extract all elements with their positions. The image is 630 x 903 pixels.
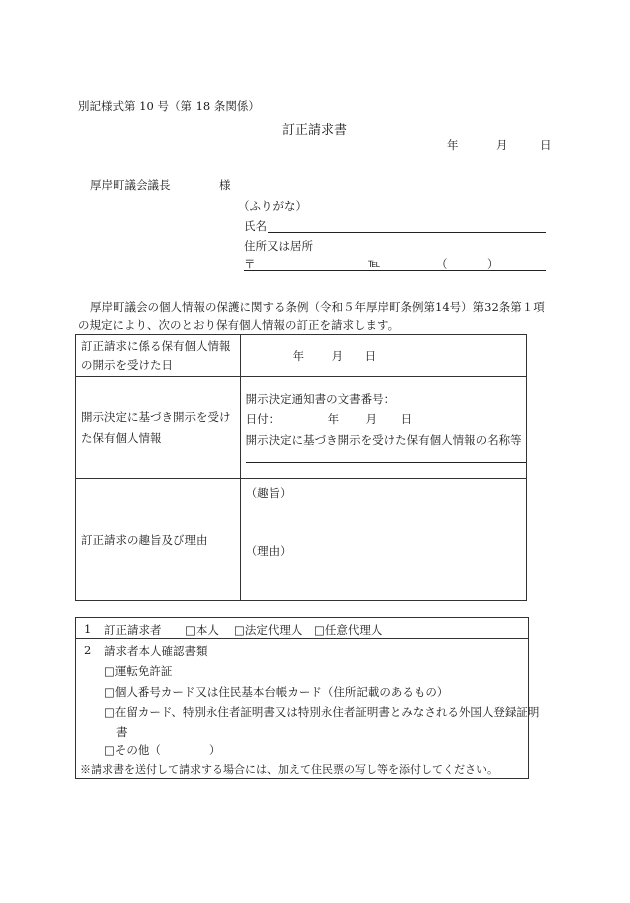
address-field-line[interactable]: [244, 270, 546, 271]
item1-number: 1: [84, 622, 92, 636]
row1-label-cell: [76, 335, 241, 377]
form-reference: 別記様式第 10 号（第 18 条関係）: [78, 99, 260, 113]
row2-month: 月: [365, 412, 378, 426]
table-row: [76, 335, 527, 377]
row1-year: 年: [292, 349, 305, 363]
option-self-checkbox[interactable]: □本人: [185, 623, 219, 637]
request-table: [75, 334, 527, 601]
doc-other-checkbox[interactable]: □その他（: [104, 743, 161, 757]
tel-mark: ℡: [368, 256, 381, 270]
addressee-honorific: 様: [219, 178, 231, 192]
addressee-name: 厚岸町議会議長: [90, 178, 171, 192]
option-legal-rep-checkbox[interactable]: □法定代理人: [234, 623, 303, 637]
row3-label-cell: [76, 479, 241, 601]
date-day-label: 日: [540, 138, 552, 152]
row2-info-name-line[interactable]: [246, 462, 526, 463]
mail-request-note: ※請求書を送付して請求する場合には、加えて住民票の写し等を添付してください。: [80, 763, 498, 776]
address-label: 住所又は居所: [244, 239, 313, 253]
table-row: [76, 479, 527, 601]
item2-number: 2: [84, 643, 92, 657]
row2-label-line-2: た保有個人情報: [81, 430, 162, 445]
row2-details-cell[interactable]: [240, 377, 526, 479]
row2-date-label: 日付：: [245, 412, 281, 426]
row2-info-name-label: 開示決定に基づき開示を受けた保有個人情報の名称等: [245, 433, 522, 447]
doc-drivers-license-checkbox[interactable]: □運転免許証: [104, 664, 173, 678]
requester-type-row: [76, 618, 528, 639]
row2-label-line-1: 開示決定に基づき開示を受け: [81, 409, 231, 424]
row2-year: 年: [327, 412, 340, 426]
requester-info-box: [75, 617, 540, 779]
intro-line-1: 厚岸町議会の個人情報の保護に関する条例（令和５年厚岸町条例第14号）第32条第１項: [90, 300, 545, 314]
furigana-label: （ふりがな）: [238, 199, 307, 213]
row1-label-line-1: 訂正請求に係る保有個人情報: [81, 338, 231, 353]
tel-open-paren: （: [436, 257, 448, 271]
row1-month: 月: [331, 349, 344, 363]
name-label: 氏名: [244, 219, 267, 233]
row2-day: 日: [400, 412, 413, 426]
item1-label: 訂正請求者: [104, 623, 162, 637]
doc-other-close-paren: ）: [209, 743, 221, 757]
page-title: 訂正請求書: [282, 123, 348, 138]
row2-label-cell: [76, 377, 241, 479]
row3-purpose-label: （趣旨）: [245, 486, 292, 500]
doc-residence-card-line-2: 書: [116, 725, 128, 739]
row1-label-line-2: の開示を受けた日: [81, 357, 173, 372]
row3-label: 訂正請求の趣旨及び理由: [81, 532, 208, 547]
row3-reason-label: （理由）: [245, 544, 292, 558]
name-field-line[interactable]: [268, 232, 546, 233]
date-year-label: 年: [447, 138, 459, 152]
option-voluntary-rep-checkbox[interactable]: □任意代理人: [314, 623, 383, 637]
table-row: [76, 377, 527, 479]
tel-close-paren: ）: [487, 257, 499, 271]
row1-date-cell[interactable]: [240, 335, 526, 377]
date-month-label: 月: [496, 138, 508, 152]
postal-mark: 〒: [244, 257, 256, 271]
row1-day: 日: [364, 349, 377, 363]
doc-residence-card-checkbox[interactable]: □在留カード、特別永住者証明書又は特別永住者証明書とみなされる外国人登録証明: [104, 705, 540, 719]
intro-line-2: の規定により、次のとおり保有個人情報の訂正を請求します。: [78, 318, 400, 332]
item2-label: 請求者本人確認書類: [104, 644, 208, 658]
doc-my-number-card-checkbox[interactable]: □個人番号カード又は住民基本台帳カード（住所記載のあるもの）: [104, 685, 449, 699]
row3-content-cell[interactable]: [240, 479, 526, 601]
row2-doc-number-label: 開示決定通知書の文書番号：: [245, 392, 396, 406]
